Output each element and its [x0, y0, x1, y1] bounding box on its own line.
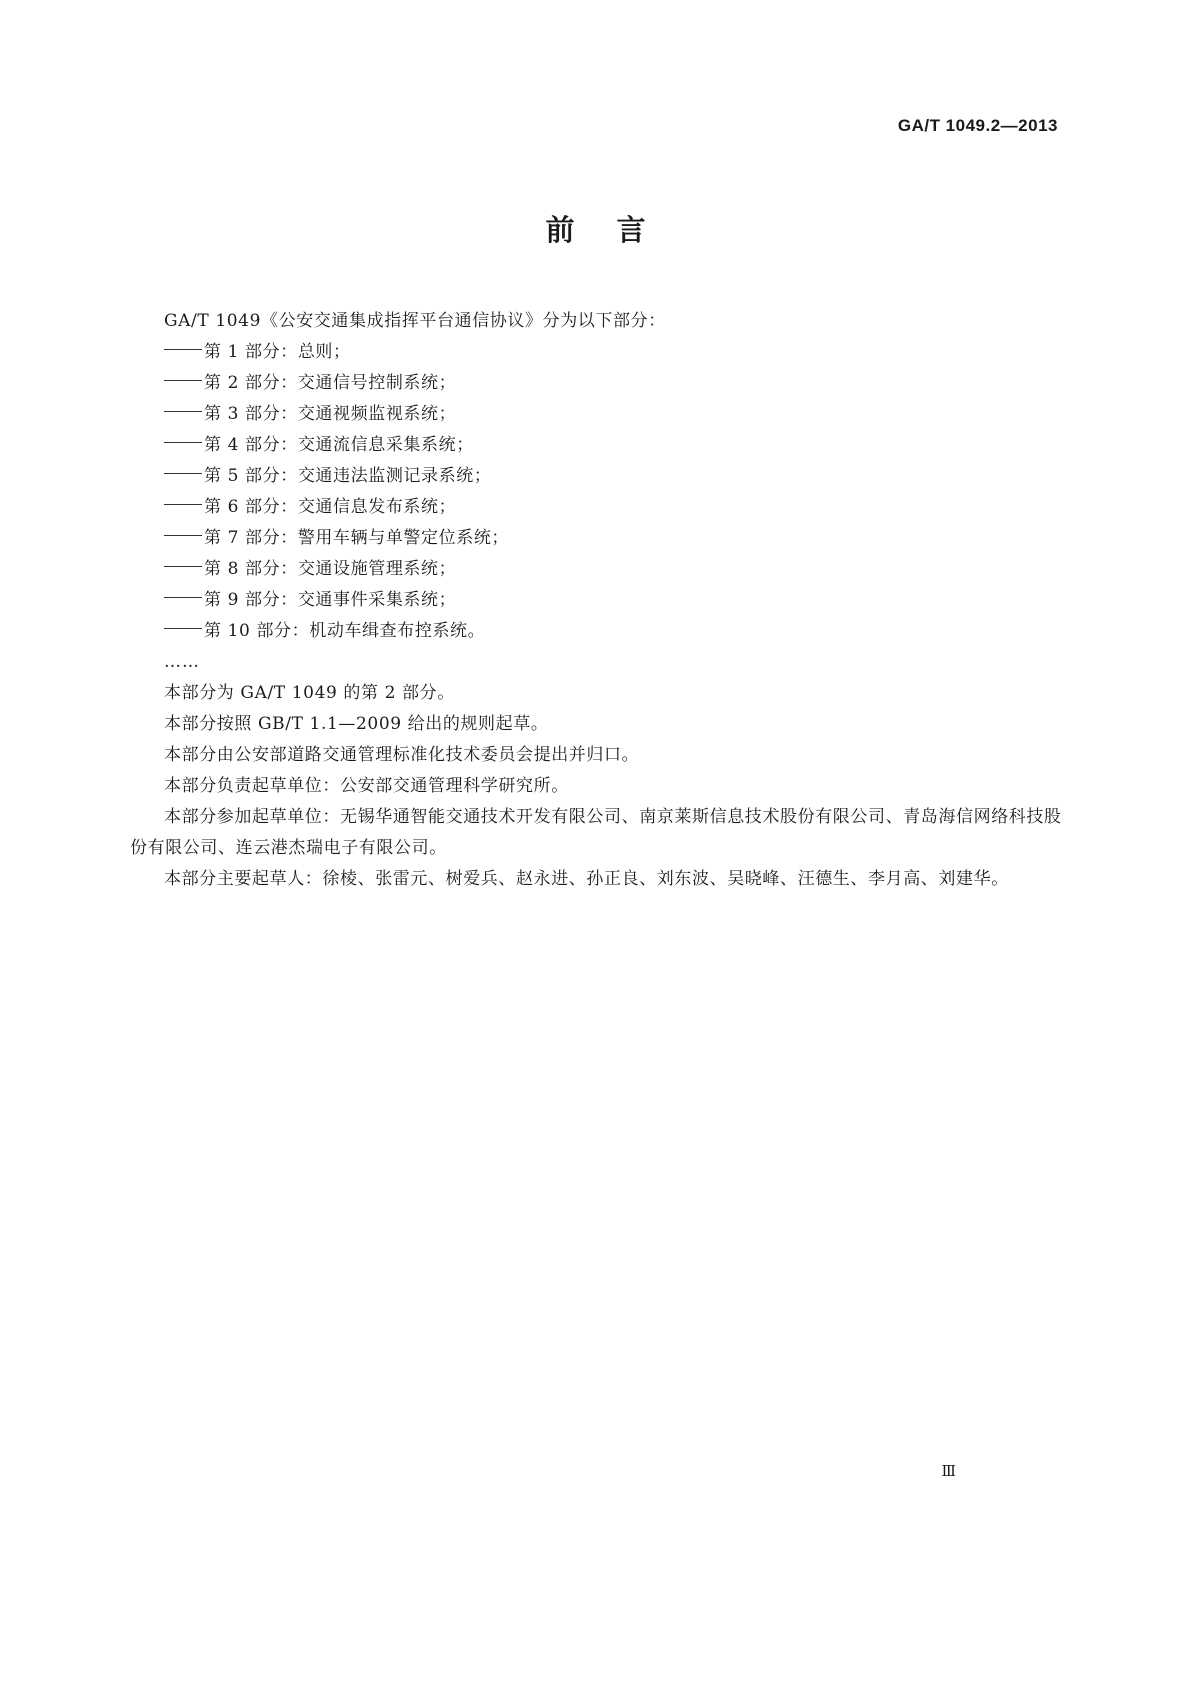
foreword-body: [130, 306, 1063, 895]
em-dash-mark: [164, 566, 202, 567]
standard-code: GA/T 1049.2—2013: [897, 116, 1058, 135]
em-dash-mark: [164, 442, 202, 443]
em-dash-mark: [164, 380, 202, 381]
statement-part-number: 本部分为 GA/T 1049 的第 2 部分。: [164, 683, 455, 703]
list-item: [130, 430, 1063, 461]
statement-responsible-unit: 本部分负责起草单位：公安部交通管理科学研究所。: [164, 776, 569, 796]
em-dash-mark: [164, 473, 202, 474]
part-2: 第 2 部分：交通信号控制系统；: [204, 373, 457, 393]
ellipsis: ……: [164, 652, 200, 672]
list-item: [130, 368, 1063, 399]
statement-participating-units: 本部分参加起草单位：无锡华通智能交通技术开发有限公司、南京莱斯信息技术股份有限公司、青岛海信网络科技股份有限公司、连云港杰瑞电子有限公司。: [130, 807, 1062, 858]
statement-drafting-rules: 本部分按照 GB/T 1.1—2009 给出的规则起草。: [164, 714, 549, 734]
em-dash-mark: [164, 597, 202, 598]
statement-proposer: 本部分由公安部道路交通管理标准化技术委员会提出并归口。: [164, 745, 640, 765]
em-dash-mark: [164, 504, 202, 505]
part-8: 第 8 部分：交通设施管理系统；: [204, 559, 457, 579]
em-dash-mark: [164, 628, 202, 629]
part-10: 第 10 部分：机动车缉查布控系统。: [204, 621, 486, 641]
list-item: [130, 523, 1063, 554]
page-title: 前言: [545, 213, 688, 247]
page-number: Ⅲ: [941, 1462, 956, 1480]
em-dash-mark: [164, 349, 202, 350]
list-item: [130, 554, 1063, 585]
part-7: 第 7 部分：警用车辆与单警定位系统；: [204, 528, 510, 548]
list-item: [130, 585, 1063, 616]
part-6: 第 6 部分：交通信息发布系统；: [204, 497, 457, 517]
list-item: [130, 492, 1063, 523]
list-item: [130, 399, 1063, 430]
em-dash-mark: [164, 535, 202, 536]
part-4: 第 4 部分：交通流信息采集系统；: [204, 435, 474, 455]
part-5: 第 5 部分：交通违法监测记录系统；: [204, 466, 492, 486]
em-dash-mark: [164, 411, 202, 412]
list-item: [130, 461, 1063, 492]
list-item: [130, 337, 1063, 368]
list-item: [130, 616, 1063, 647]
part-1: 第 1 部分：总则；: [204, 342, 351, 362]
part-3: 第 3 部分：交通视频监视系统；: [204, 404, 457, 424]
statement-main-drafters: 本部分主要起草人：徐棱、张雷元、树爱兵、赵永进、孙正良、刘东波、吴晓峰、汪德生、李月高、刘建华。: [164, 869, 1009, 889]
part-9: 第 9 部分：交通事件采集系统；: [204, 590, 457, 610]
intro-paragraph: GA/T 1049《公安交通集成指挥平台通信协议》分为以下部分：: [164, 311, 666, 331]
